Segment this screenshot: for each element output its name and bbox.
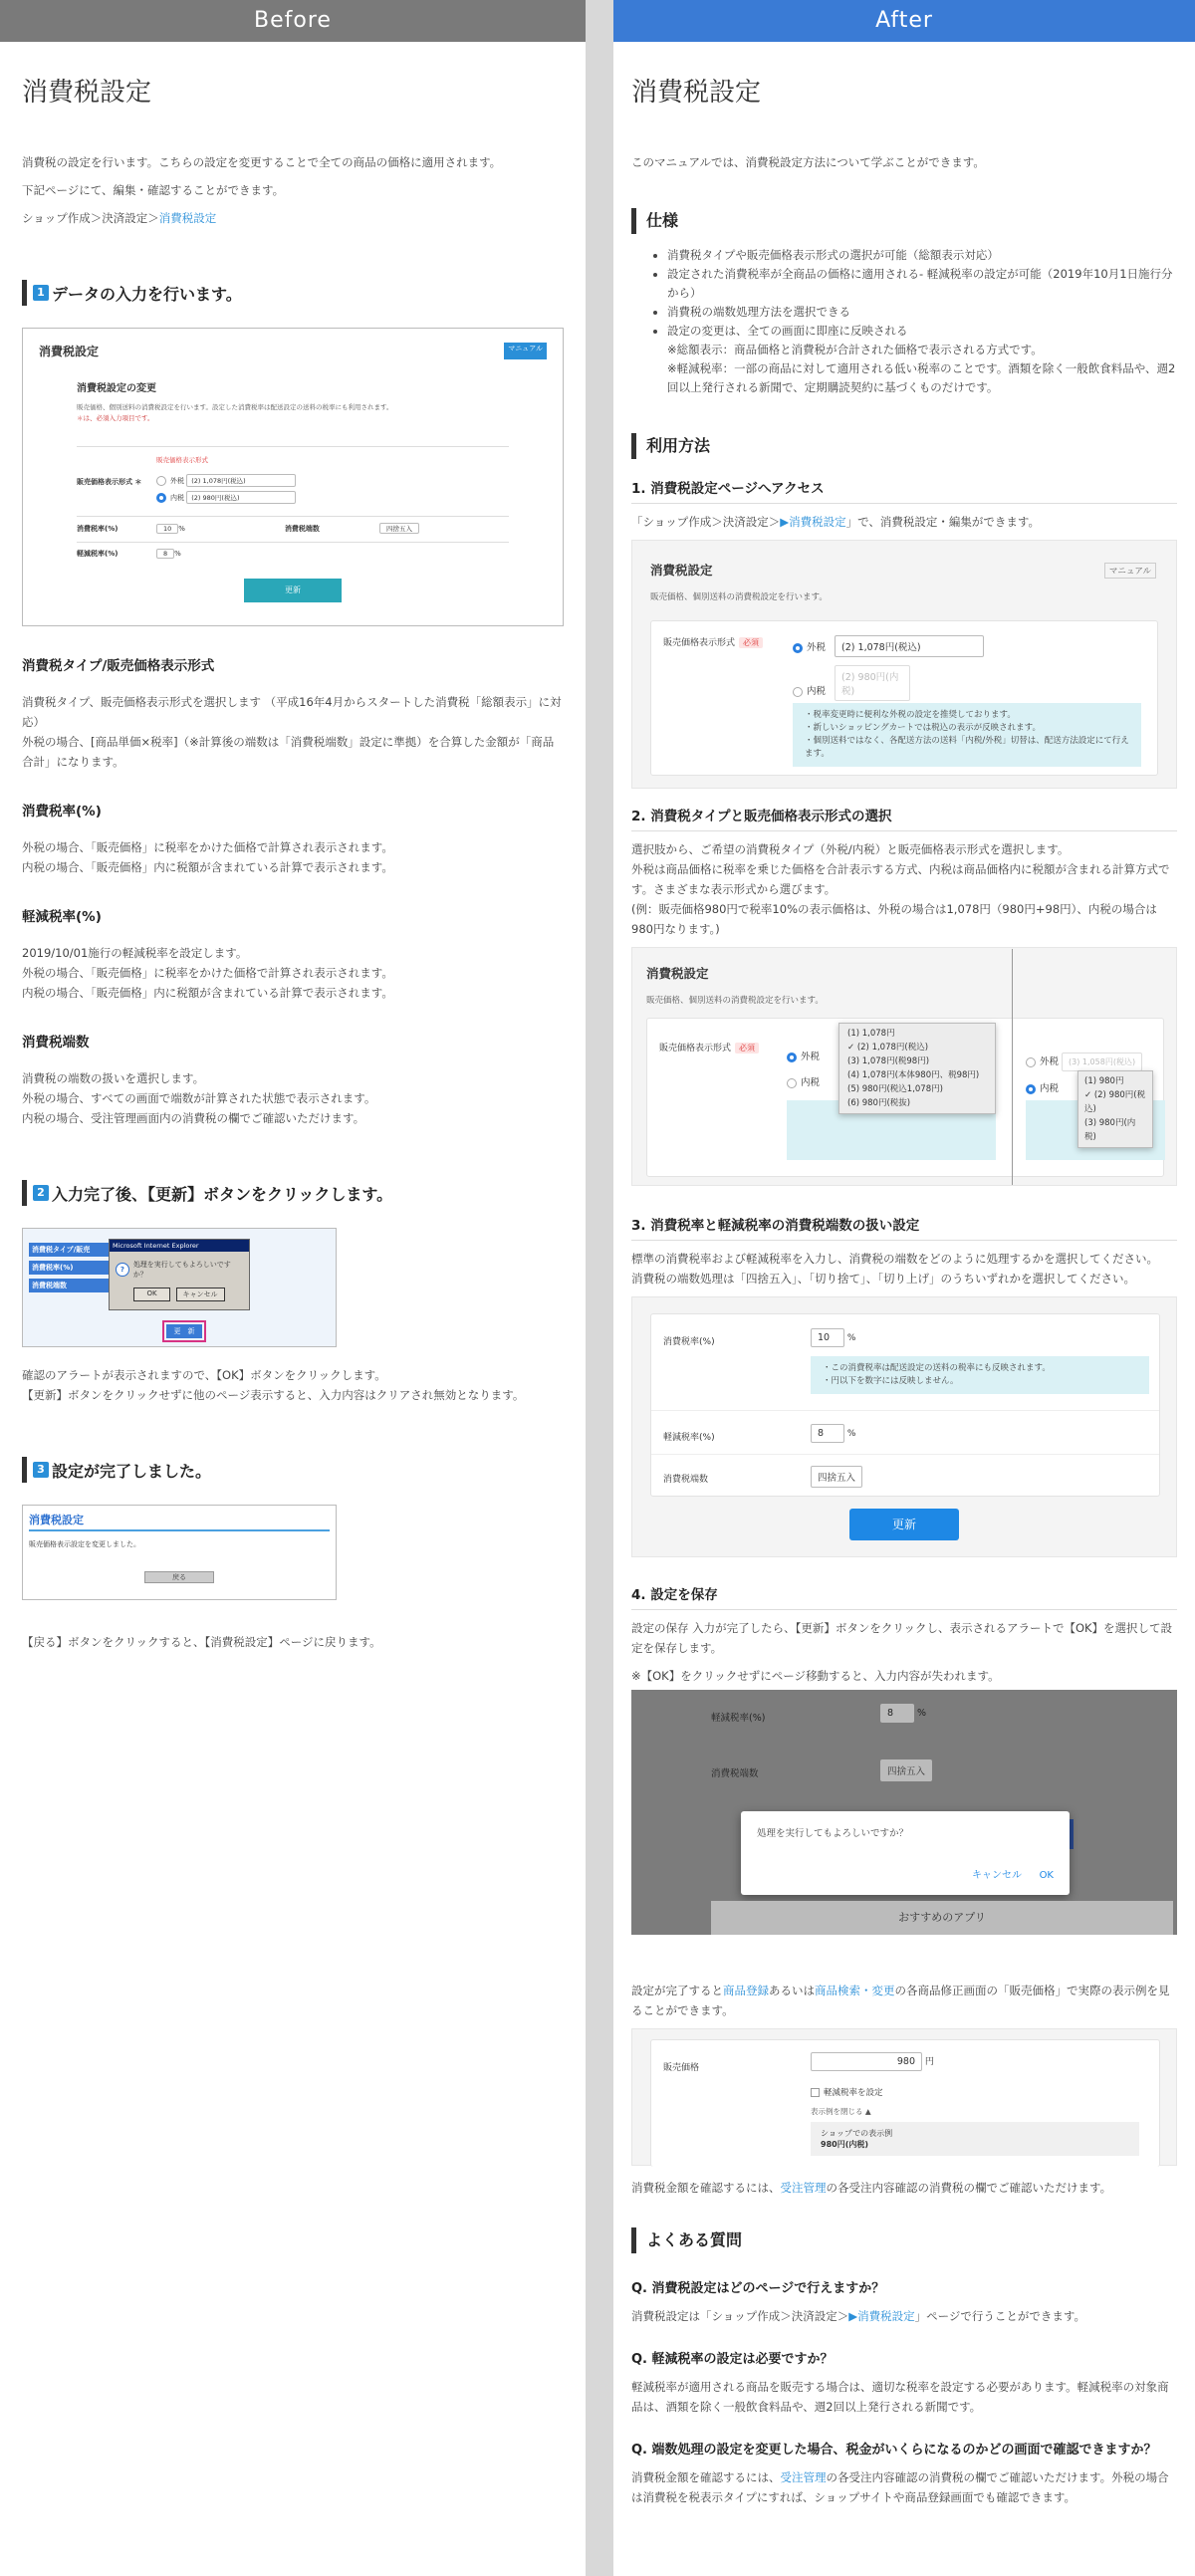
alert-dialog: Microsoft Internet Explorer ? 処理を実行してもよろしいですか？ OK キャンセル (109, 1239, 250, 1310)
list-item: • 設定された消費税率が全商品の価格に適用される- 軽減税率の設定が可能（2019年10月1日施行分から） (667, 265, 1177, 303)
section-text: 内税の場合、「販売価格」内に税額が含まれている計算で表示されます。 (22, 986, 393, 1000)
settings-link[interactable]: ▶消費税設定 (780, 515, 846, 529)
screenshot-save-dialog: 軽減税率(%) 8 % 消費税端数 四捨五入 処理を実行してもよろしいですか？ キャンセル OK おすすめのアプリ (631, 1690, 1177, 1935)
before-header: Before (0, 0, 586, 42)
step-text: 標準の消費税率および軽減税率を入力し、消費税の端数をどのように処理するかを選択してください。 (631, 1252, 1158, 1266)
intro-text: 消費税の設定を行います。こちらの設定を変更することで全ての商品の価格に適用されます。 (22, 155, 502, 169)
step-text: 設定が完了すると商品登録あるいは商品検索・変更の各商品修正画面の「販売価格」で実際の表示例を見ることができます。 (631, 1984, 1170, 2017)
radio-out (787, 1053, 797, 1062)
step-heading: 3 設定が完了しました。 (22, 1457, 564, 1483)
before-column (0, 0, 586, 2576)
settings-link[interactable]: ▶消費税設定 (848, 2309, 915, 2323)
order-management-link[interactable]: 受注管理 (780, 2181, 827, 2195)
shot-desc: 販売価格、個別送料の消費税設定を行います。設定した消費税率は配送設定の送料の税率にも利用されます。 (77, 403, 393, 411)
back-button: 戻る (144, 1571, 214, 1583)
step-title: 4. 設定を保存 (631, 1583, 1177, 1610)
step-number-icon: 3 (33, 1462, 49, 1478)
intro-text: 下記ページにて、編集・確認することができます。 (22, 183, 285, 197)
radio-in (787, 1078, 797, 1088)
step-text: 消費税の端数処理は「四捨五入」、「切り捨て」、「切り上げ」のうちいずれかを選択してください。 (631, 1272, 1135, 1286)
ok-button: OK (133, 1288, 169, 1301)
screenshot-access-page: 消費税設定 マニュアル 販売価格、個別送料の消費税設定を行います。 販売価格表示形式 必須 外税 (2) 1,078円(税込) 内税 (2) 980円(内税) ・税率変更時に便利な外税の設定を推奨しております。 ・新しいショッピングカートでは税込の表示が反映されます。 ・個別送料ではなく、各配送方法の送料「内税/外税」切替は、配送方法設定にて行えます。 (631, 540, 1177, 789)
faq-question: Q. 端数処理の設定を変更した場合、税金がいくらになるのかどの画面で確認できますか？ (631, 2443, 1157, 2458)
radio-out (156, 476, 166, 486)
page-title: 消費税設定 (631, 78, 762, 108)
faq-answer: 軽減税率が適用される商品を販売する場合は、適切な税率を設定する必要があります。軽減税率の対象商品は、酒類を除く一般飲食料品や、週2回以上発行される新聞です。 (631, 2380, 1169, 2414)
step-title: 1. 消費税設定ページへアクセス (631, 477, 1177, 504)
step-note: ※【OK】をクリックせずにページ移動すると、入力内容が失われます。 (631, 1669, 1000, 1683)
faq-item (631, 2439, 1177, 2507)
breadcrumb-link[interactable]: 消費税設定 (158, 211, 217, 225)
product-register-link[interactable]: 商品登録 (723, 1984, 769, 1997)
screenshot-complete: 消費税設定 販売価格表示設定を変更しました。 戻る (22, 1505, 337, 1600)
select: (2) 980円(税込) (186, 491, 296, 504)
radio-out (793, 643, 803, 653)
dropdown-menu: (1) 980円 ✓ (2) 980円(税込) (3) 980円(内税) (1077, 1070, 1153, 1148)
spec-list (631, 246, 1177, 341)
step-number-icon: 1 (33, 285, 49, 301)
page-title: 消費税設定 (22, 78, 152, 108)
faq-item (631, 2277, 1177, 2326)
shot-subtitle: 消費税設定の変更 (77, 383, 156, 394)
section-text: 2019/10/01施行の軽減税率を設定します。 (22, 946, 248, 960)
section-text: 【更新】ボタンをクリックせずに他のページ表示すると、入力内容はクリアされ無効となります。 (22, 1388, 525, 1402)
faq-answer: 消費税金額を確認するには、受注管理の各受注内容確認の消費税の欄でご確認いただけます。外税の場合は消費税を税表示タイプにすれば、ショップサイトや商品登録画面でも確認できます。 (631, 2470, 1169, 2504)
screenshot-price-preview: 販売価格 980 円 軽減税率を設定 表示例を閉じる ▲ ショップでの表示例 980円(内税) (631, 2028, 1177, 2166)
section-text: 消費税の端数の扱いを選択します。 (22, 1071, 205, 1085)
shot-required: ＊は、必須入力項目です。 (77, 414, 154, 422)
update-button: 更 新 (166, 1324, 202, 1338)
screenshot-settings-form: 消費税設定 マニュアル 消費税設定の変更 販売価格、個別送料の消費税設定を行います。設定した消費税率は配送設定の送料の税率にも利用されます。 ＊は、必須入力項目です。 販売価格表示形式 ＊ 販売価格表示形式 外税 (2) 1,078円(税込) 内税 (2) 980円(税込) 消費税率(%) 10 % 消費税端数 四捨五入 軽減税率(%) 8 % 更新 (22, 328, 564, 626)
step-text: 「ショップ作成＞決済設定＞▶消費税設定」で、消費税設定・編集ができます。 (631, 515, 1040, 529)
section-text: 外税の場合、すべての画面で端数が計算された状態で表示されます。 (22, 1091, 376, 1105)
breadcrumb: ショップ作成＞決済設定＞消費税設定 (22, 211, 217, 225)
dropdown-menu: (1) 1,078円 ✓ (2) 1,078円(税込) (3) 1,078円(税98円) (4) 1,078円(本体980円、税98円) (5) 980円(税込1,078円) (6) 980円(税抜) (838, 1023, 996, 1114)
faq-question: Q. 軽減税率の設定は必要ですか？ (631, 2352, 834, 2367)
row-label: 販売価格表示形式 ＊ (77, 478, 142, 486)
ok-button: OK (1039, 1870, 1054, 1881)
section-text: 確認のアラートが表示されますので、【OK】ボタンをクリックします。 (22, 1368, 386, 1382)
manual-button: マニュアル (1104, 563, 1156, 579)
section-text: 外税の場合、「販売価格」に税率をかけた価格で計算され表示されます。 (22, 966, 393, 980)
step-text: (例：販売価格980円で税率10%の表示価格は、外税の場合は1,078円（980円+98円）、内税の場合は980円なります。) (631, 902, 1157, 936)
manual-button: マニュアル (504, 343, 547, 359)
section-title: 軽減税率(%) (22, 909, 102, 925)
step-heading: 2 入力完了後、【更新】ボタンをクリックします。 (22, 1180, 564, 1206)
update-button: 更新 (849, 1509, 959, 1540)
step-heading: 1 データの入力を行います。 (22, 280, 564, 306)
red-note: 販売価格表示形式 (156, 456, 208, 464)
section-text: 外税の場合、[商品単価×税率]（※計算後の端数は「消費税端数」設定に準拠）を合算した金額が「商品合計」になります。 (22, 735, 555, 769)
divider (586, 0, 613, 2576)
section-text: 内税の場合、「販売価格」内に税額が含まれている計算で表示されます。 (22, 860, 393, 874)
section-title: 消費税端数 (22, 1035, 90, 1051)
confirm-dialog: 処理を実行してもよろしいですか？ キャンセル OK (741, 1811, 1070, 1895)
shot-title: 消費税設定 (39, 345, 100, 358)
step-title: 2. 消費税タイプと販売価格表示形式の選択 (631, 805, 1177, 831)
screenshot-rate-settings: 消費税率(%) 10 % ・この消費税率は配送設定の送料の税率にも反映されます。 ・円以下を数字には反映しません。 軽減税率(%) 8 % 消費税端数 四捨五入 更新 (631, 1296, 1177, 1557)
cancel-button: キャンセル (972, 1870, 1022, 1881)
radio-in (156, 493, 166, 503)
list-item: • 消費税タイプや販売価格表示形式の選択が可能（総額表示対応） (667, 246, 1177, 265)
section-text: 内税の場合、受注管理画面内の消費税の欄でご確認いただけます。 (22, 1111, 365, 1125)
section-title: 消費税タイプ/販売価格表示形式 (22, 658, 215, 674)
step-title: 3. 消費税率と軽減税率の消費税端数の扱い設定 (631, 1214, 1177, 1241)
step-number-icon: 2 (33, 1185, 49, 1201)
section-text: 消費税タイプ、販売価格表示形式を選択します （平成16年4月からスタートした消費税「総額表示」に対応） (22, 695, 562, 729)
section-text: 【戻る】ボタンをクリックすると、【消費税設定】ページに戻ります。 (22, 1635, 381, 1649)
faq-question: Q. 消費税設定はどのページで行えますか？ (631, 2281, 885, 2296)
faq-heading: よくある質問 (631, 2227, 1177, 2253)
step-text: 選択肢から、ご希望の消費税タイプ（外税/内税）と販売価格表示形式を選択します。 (631, 842, 1070, 856)
screenshot-alert-dialog: 消費税タイプ/販売 消費税率(%) 消費税端数 Microsoft Internet Explorer ? 処理を実行してもよろしいですか？ OK キャンセル 更 新 (22, 1228, 337, 1347)
list-item: • 消費税の端数処理方法を選択できる (667, 303, 1177, 322)
update-button: 更新 (244, 579, 342, 602)
step-text: 設定の保存 入力が完了したら、【更新】ボタンをクリックし、表示されるアラートで【OK】を選択して設定を保存します。 (631, 1621, 1173, 1655)
order-management-link[interactable]: 受注管理 (780, 2470, 827, 2484)
spec-note: ※総額表示：商品価格と消費税が合計された価格で表示される方式です。 (667, 343, 1043, 356)
after-header: After (613, 0, 1195, 42)
screenshot-type-select: 消費税設定 販売価格、個別送料の消費税設定を行います。 販売価格表示形式 必須 外税 内税 (1) 1,078円 ✓ (2) 1,078円(税込) (3) 1,078円(税98円) (4) 1,078円(本体980円、税98円) (5) 980円(税込1,078円) (6) 980円(税抜) 外税 (3) 1,058円(税込) 内税 (1) 980円 ✓ (2) 980円(税込) (3) 980円(内税) (631, 947, 1177, 1186)
list-item: • 設定の変更は、全ての画面に即座に反映される (667, 322, 1177, 341)
spec-heading: 仕様 (631, 208, 1177, 234)
select: (2) 1,078円(税込) (186, 474, 296, 487)
usage-heading: 利用方法 (631, 433, 1177, 459)
section-text: 外税の場合、「販売価格」に税率をかけた価格で計算され表示されます。 (22, 840, 393, 854)
info-box: ・税率変更時に便利な外税の設定を推奨しております。 ・新しいショッピングカートでは税込の表示が反映されます。 ・個別送料ではなく、各配送方法の送料「内税/外税」切替は、配送方法設定にて行えます。 (793, 703, 1141, 767)
spec-note: ※軽減税率：一部の商品に対して適用される低い税率のことです。酒類を除く一般飲食料品や、週2回以上発行される新聞で、定期購読契約に基づくものだけです。 (667, 361, 1176, 394)
intro-text: このマニュアルでは、消費税設定方法について学ぶことができます。 (631, 155, 985, 169)
after-column (613, 0, 1195, 2576)
select-in: (2) 980円(内税) (835, 665, 910, 701)
step-text: 消費税金額を確認するには、受注管理の各受注内容確認の消費税の欄でご確認いただけます。 (631, 2181, 1112, 2195)
radio-in (793, 687, 803, 697)
section-title: 消費税率(%) (22, 804, 102, 820)
select-out: (2) 1,078円(税込) (835, 635, 984, 657)
faq-answer: 消費税設定は「ショップ作成＞決済設定＞▶消費税設定」ページで行うことができます。 (631, 2309, 1085, 2323)
step-text: 外税は商品価格に税率を乗じた価格を合計表示する方式、内税は商品価格内に税額が含まれる計算方式です。さまざまな表示形式から選びます。 (631, 862, 1170, 896)
question-icon: ? (116, 1263, 129, 1277)
product-search-link[interactable]: 商品検索・変更 (815, 1984, 895, 1997)
checkbox (811, 2088, 820, 2097)
faq-item (631, 2348, 1177, 2417)
cancel-button: キャンセル (176, 1288, 225, 1301)
